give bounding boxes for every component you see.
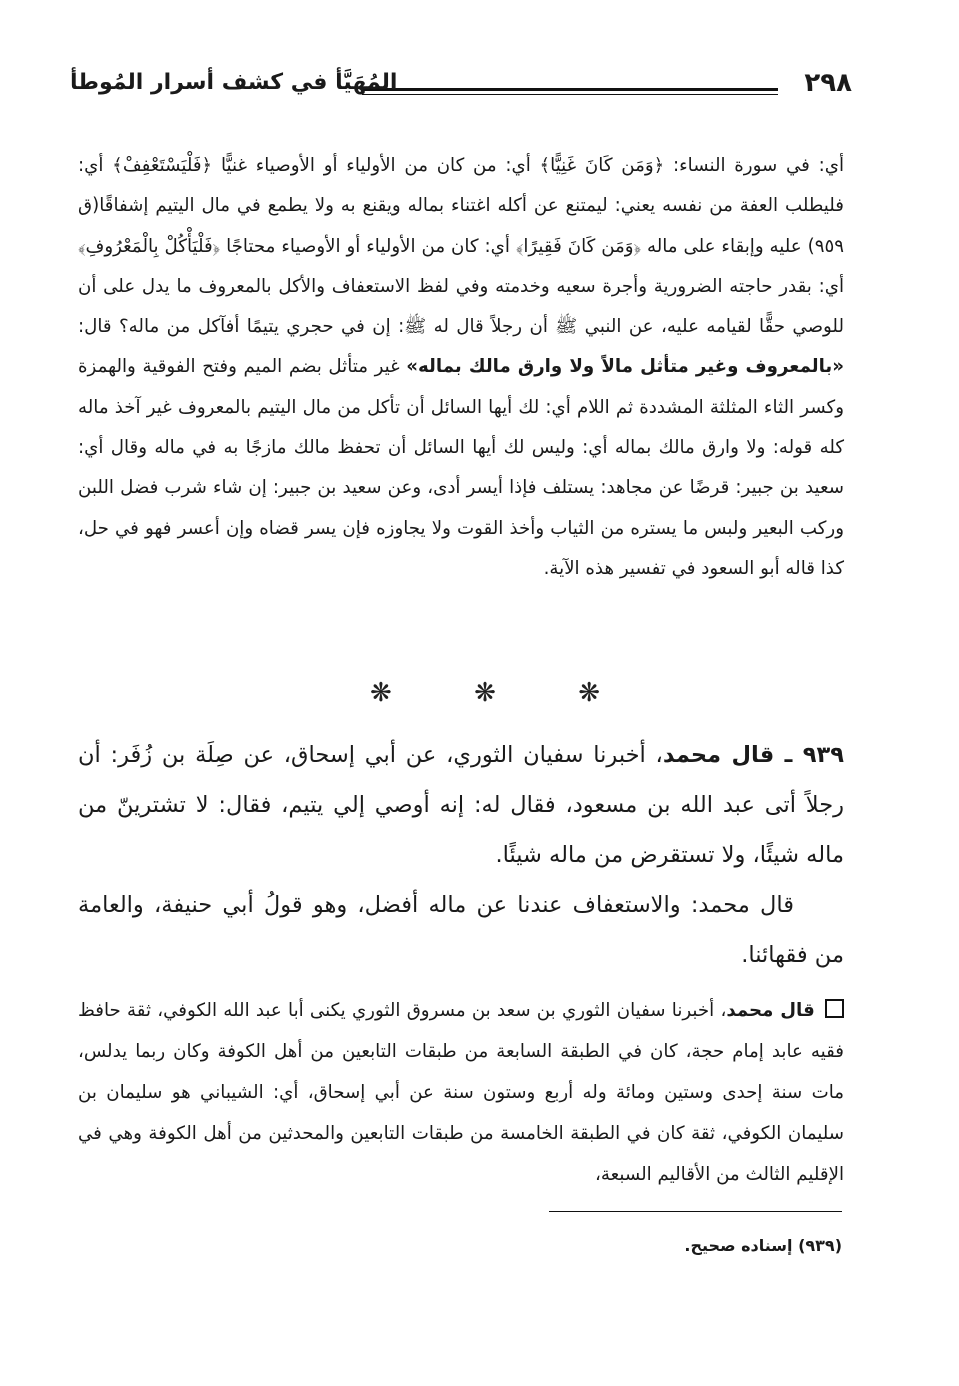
footnote: (٩٣٩) إسناده صحيح.: [684, 1236, 842, 1255]
section-separator: [370, 678, 600, 708]
separator-star-icon: ❋: [474, 678, 496, 708]
square-box-icon: [825, 999, 844, 1018]
page-number: ٢٩٨: [804, 68, 852, 98]
opinion-paragraph: [78, 880, 844, 980]
separator-star-icon: ❋: [578, 678, 600, 708]
commentary-text: أي: في سورة النساء: ﴿وَمَن كَانَ غَنِيًّا﴾ أي: من كان من الأولياء أو الأوصياء غنيًّا ﴿فَلْيَسْتَعْفِفْ﴾ أي: فليطلب العفة من نفسه يعني: ليمتنع عن أكله اغتناء بماله ويقنع به ولا يطمع في مال اليتيم إشفاقًا(ق ٩٥٩) عليه وإبقاء على ماله ﴿وَمَن كَانَ فَقِيرًا﴾ أي: كان من الأولياء أو الأوصياء محتاجًا ﴿فَلْيَأْكُلْ بِالْمَعْرُوفِ﴾ أي: بقدر حاجته الضرورية وأجرة سعيه وخدمته وفي لفظ الاستعفاف والأكل بالمعروف ما يدل على أن للوصي حقًّا لقيامه عليه، عن النبي ﷺ أن رجلاً قال له ﷺ: إن في حجري يتيمًا أفآكل من ماله؟ قال:: [78, 155, 844, 338]
hadith-number: ٩٣٩ ـ قال محمد: [662, 742, 844, 768]
header-rule: [362, 88, 778, 95]
page-header: [70, 66, 852, 110]
hadith-text: ، أخبرنا سفيان الثوري، عن أبي إسحاق، عن صِلَة بن زُفَر: أن رجلاً أتى عبد الله بن مسعود، فقال له: إنه أوصي إلي يتيم، فقال: لا تشترينّ من ماله شيئًا، ولا تستقرض من ماله شيئًا.: [78, 742, 844, 868]
notes-text: ، أخبرنا سفيان الثوري بن سعد بن مسروق الثوري يكنى أبا عبد الله الكوفي، ثقة حافظ فقيه عابد إمام حجة، كان في الطبقة السابعة من طبقات التابعين من أهل الكوفة وكان ربما يدلس، مات سنة إحدى وستين ومائة وله أربع وستون سنة عن أبي إسحاق، أي: الشيباني هو سليمان بن سليمان الكوفي، ثقة كان في الطبقة الخامسة من طبقات التابعين والمحدثين من أهل الكوفة وهي في الإقليم الثالث من الأقاليم السبعة،: [78, 1000, 844, 1185]
commentary-bold-quote: «بالمعروف وغير متأثل مالاً ولا وارق مالك بماله»: [406, 356, 844, 378]
opinion-text: قال محمد: والاستعفاف عندنا عن ماله أفضل، وهو قولُ أبي حنيفة، والعامة من فقهائنا.: [78, 892, 844, 968]
hadith-paragraph: [78, 730, 844, 880]
commentary-paragraph: [78, 146, 844, 589]
separator-star-icon: ❋: [370, 678, 392, 708]
notes-paragraph: [78, 990, 844, 1195]
commentary-text-continued: غير متأثل بضم الميم وفتح الفوقية والهمزة وكسر الثاء المثلثة المشددة ثم اللام أي: لك أيها السائل أن تأكل من مال اليتيم بالمعروف غير آخذ ماله كله قوله: ولا وارق مالك بماله أي: وليس لك أيها السائل أن تحفظ مالك مازجًا به في ماله وقال أي: سعيد بن جبير: قرضًا عن مجاهد: يستلف فإذا أيسر أدى، وعن سعيد بن جبير: إن شاء شرب فضل اللبن وركب البعير ولبس ما يستره من الثياب وأخذ القوت ولا يجاوزه فإن يسر قضاه وإن أعسر فهو في حل، كذا قاله أبو السعود في تفسير هذه الآية.: [78, 356, 844, 579]
footnote-rule: [549, 1211, 842, 1212]
running-title: المُهَيَّأ في كشف أسرار المُوطأ: [70, 70, 398, 95]
notes-label: قال محمد: [726, 1000, 815, 1021]
